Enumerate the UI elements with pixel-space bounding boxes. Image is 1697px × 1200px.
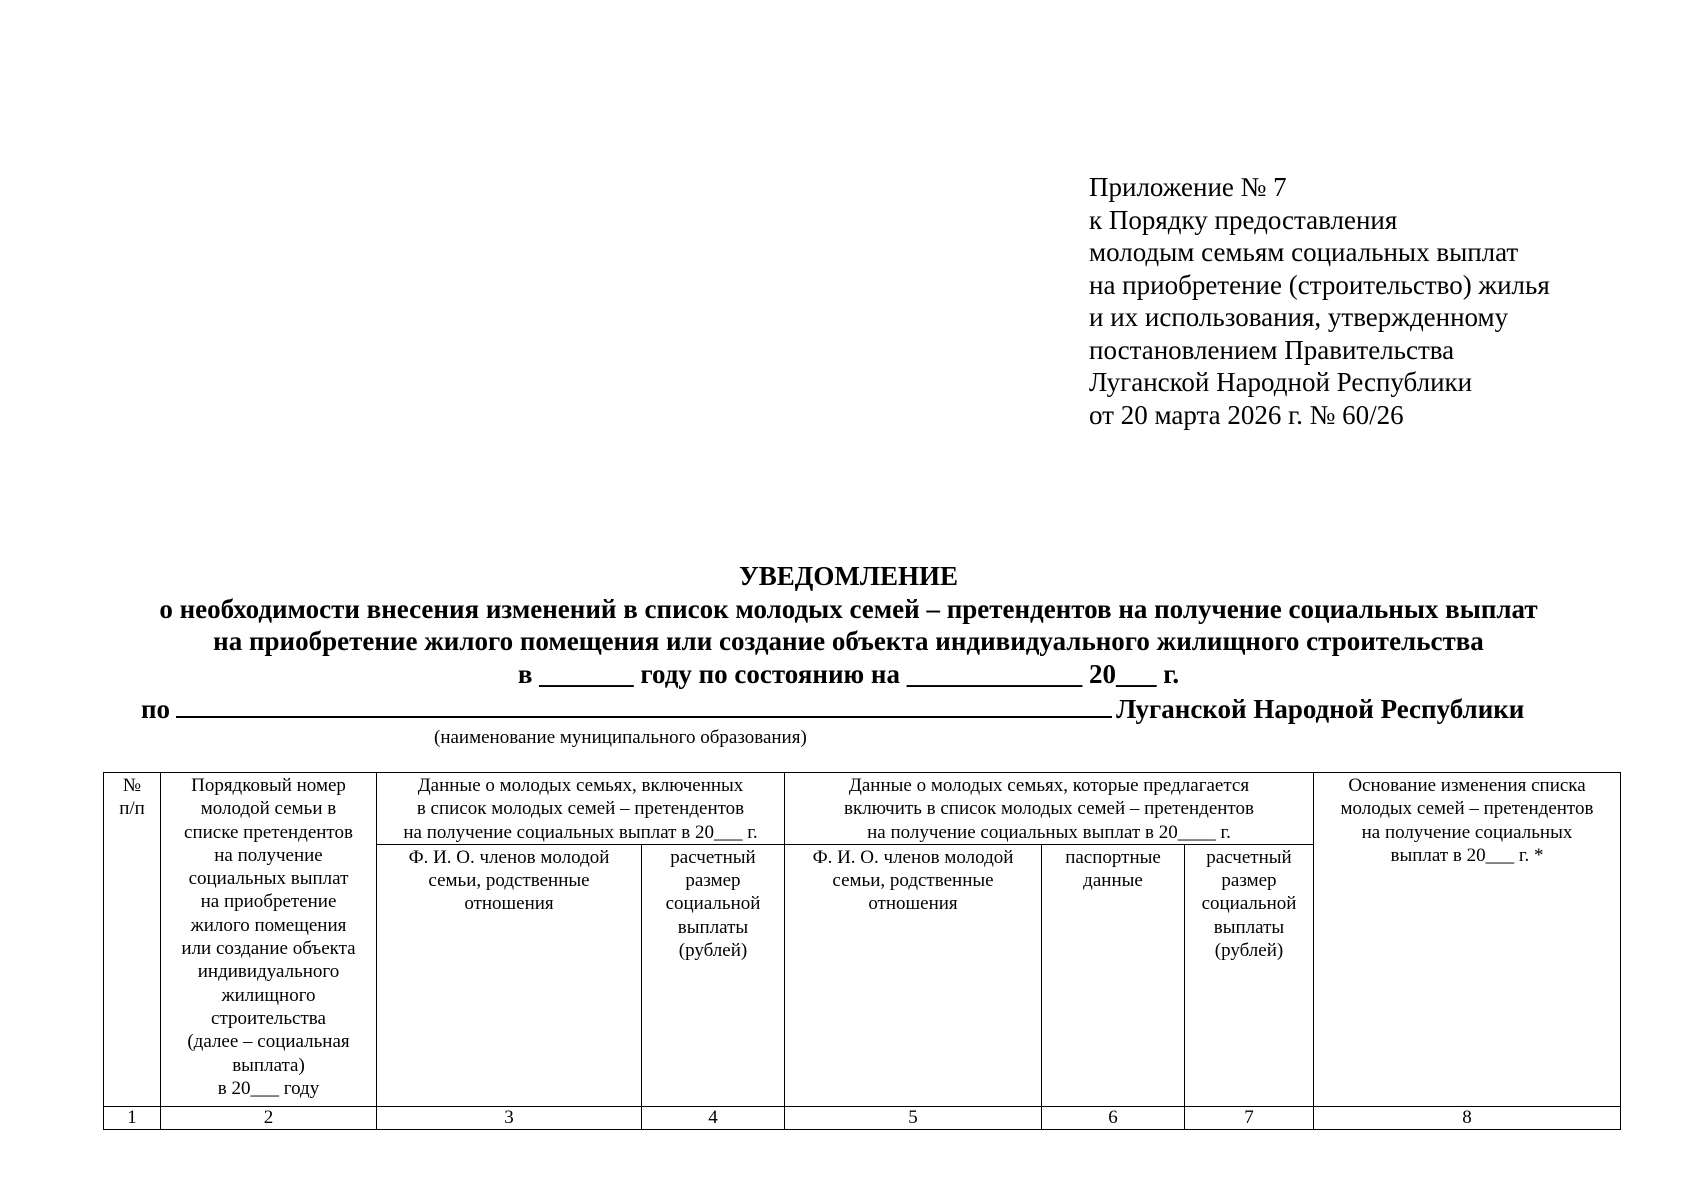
appendix-line: Приложение № 7 <box>1089 172 1287 202</box>
column-number: 3 <box>377 1106 642 1129</box>
appendix-line: к Порядку предоставления <box>1089 204 1398 235</box>
header-amount-included: расчетный размер социальной выплаты (рублей) <box>642 844 785 1106</box>
appendix-line: постановлением Правительства <box>1089 334 1455 365</box>
column-number: 6 <box>1042 1106 1185 1129</box>
appendix-line: от 20 марта 2026 г. № 60/26 <box>1089 399 1404 430</box>
appendix-line: на приобретение (строительство) жилья <box>1089 269 1550 300</box>
appendix-line: Луганской Народной Республики <box>1089 367 1473 397</box>
header-passport: паспортные данные <box>1042 844 1185 1106</box>
header-amount-proposed: расчетный размер социальной выплаты (рублей) <box>1185 844 1314 1106</box>
notice-table <box>103 772 1621 1130</box>
column-number: 2 <box>161 1106 377 1129</box>
header-group-included: Данные о молодых семьях, включенных в список молодых семей – претендентов на получение социальных выплат в 20___ г. <box>377 773 785 845</box>
appendix-line: молодым семьям социальных выплат <box>1089 237 1519 267</box>
municipality-caption: (наименование муниципального образования) <box>434 727 807 748</box>
column-number: 4 <box>642 1106 785 1129</box>
title-line-3: в _______ году по состоянию на _____________ 20___ г. <box>517 658 1180 689</box>
column-number: 7 <box>1185 1106 1314 1129</box>
title-heading: УВЕДОМЛЕНИЕ <box>738 561 959 591</box>
column-number: 5 <box>785 1106 1042 1129</box>
header-fio-proposed: Ф. И. О. членов молодой семьи, родственные отношения <box>785 844 1042 1106</box>
appendix-line: и их использования, утвержденному <box>1089 302 1509 332</box>
document-title <box>0 560 1697 690</box>
appendix-block <box>1089 171 1550 431</box>
header-group-proposed: Данные о молодых семьях, которые предлагается включить в список молодых семей – претендентов на получение социальных выплат в 20____ г. <box>785 773 1314 845</box>
municipality-blank[interactable] <box>176 692 1112 718</box>
header-change-basis: Основание изменения списка молодых семей – претендентов на получение социальных выплат в 20___ г. * <box>1314 773 1621 1107</box>
title-line-2: на приобретение жилого помещения или создание объекта индивидуального жилищного строительства <box>213 626 1484 656</box>
po-prefix: по <box>141 694 171 724</box>
header-fio-included: Ф. И. О. членов молодой семьи, родственные отношения <box>377 844 642 1106</box>
header-family-order: Порядковый номер молодой семьи в списке претендентов на получение социальных выплат на приобретение жилого помещения или создание объекта индивидуального жилищного строительства (далее – социальная выплата) в 20___ году <box>161 773 377 1107</box>
header-row-1 <box>104 773 1621 845</box>
header-number: № п/п <box>104 773 161 1107</box>
column-number: 1 <box>104 1106 161 1129</box>
municipality-line <box>141 692 1561 725</box>
title-line-1: о необходимости внесения изменений в список молодых семей – претендентов на получение социальных выплат <box>159 593 1538 624</box>
po-suffix: Луганской Народной Республики <box>1116 694 1525 724</box>
column-number-row <box>104 1106 1621 1129</box>
column-number: 8 <box>1314 1106 1621 1129</box>
